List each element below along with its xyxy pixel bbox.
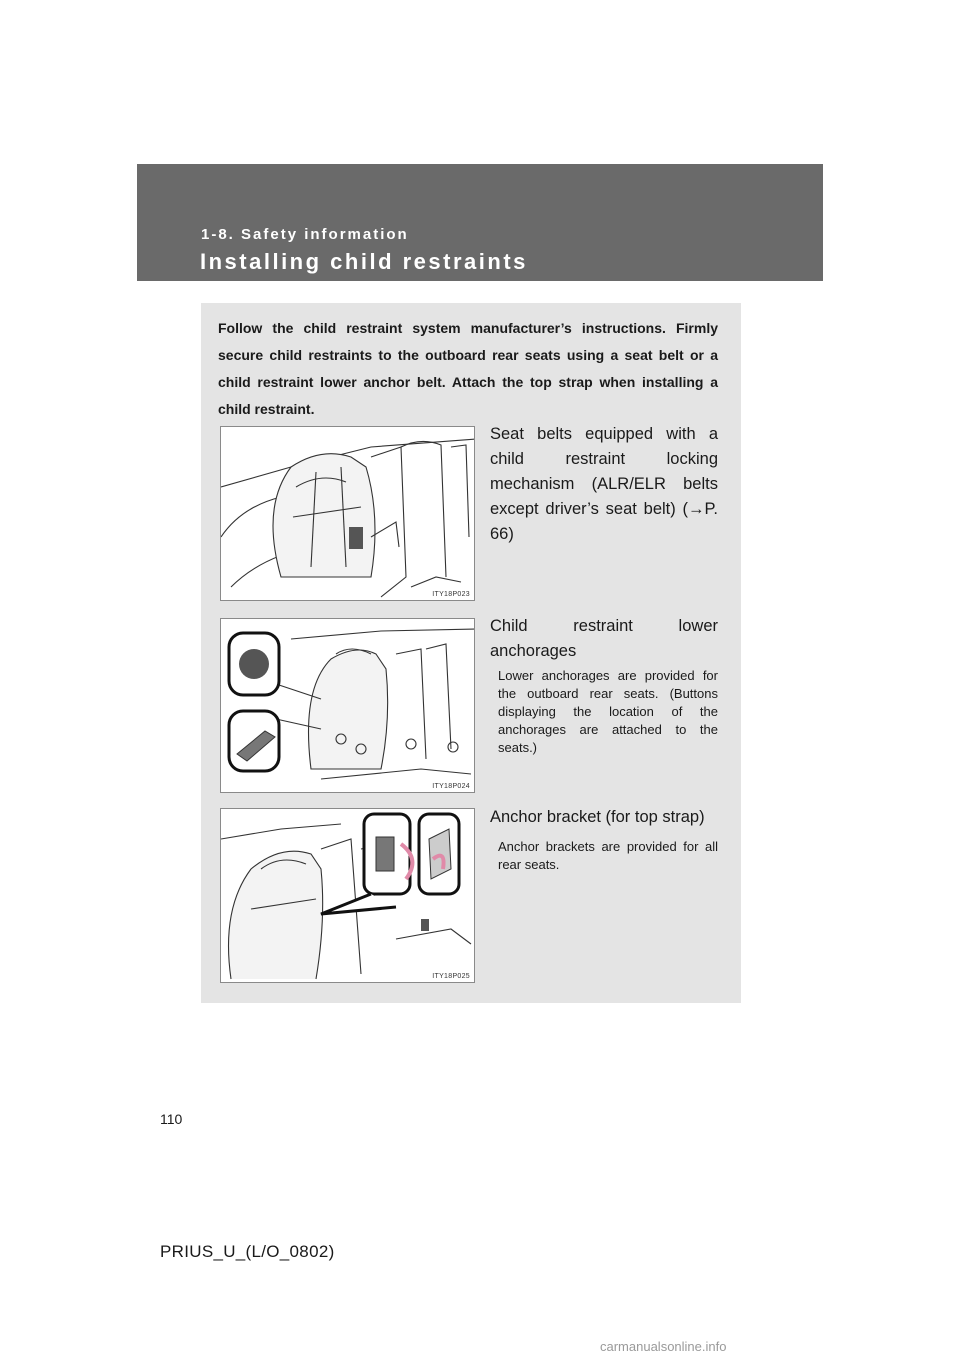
figure-lower-anchorages — [220, 618, 475, 793]
document-code: PRIUS_U_(L/O_0802) — [160, 1242, 335, 1261]
intro-text: Follow the child restraint system manufacturer’s instructions. Firmly secure child restraints to the outboard rear seats using a seat belt or a child restraint lower anchor belt. Attach the top strap when installing a child restraint. — [218, 320, 718, 417]
page-title: Installing child restraints — [200, 249, 528, 274]
item-title-lower-anchorages: Child restraint lower anchorages — [490, 617, 718, 660]
lower-anchorage-illustration — [221, 619, 475, 793]
item-title-anchor-bracket: Anchor bracket (for top strap) — [490, 808, 705, 826]
figure-seat-belt-child-seat — [220, 426, 475, 601]
child-seat-icon — [239, 649, 269, 679]
watermark: carmanualsonline.info — [600, 1339, 727, 1354]
child-seat-belt-illustration — [221, 427, 475, 601]
page-number: 110 — [160, 1111, 183, 1127]
figure-code: ITY18P025 — [432, 973, 470, 980]
figure-code: ITY18P023 — [432, 591, 470, 598]
item-title-seat-belts: Seat belts equipped with a child restraint locking mechanism (ALR/ELR belts except driver’s seat belt) (→P. 66) — [490, 425, 718, 543]
anchor-bracket-illustration — [221, 809, 475, 983]
section-label: 1-8. Safety information — [201, 226, 409, 243]
item-desc-lower-anchorages: Lower anchorages are provided for the outboard rear seats. (Buttons displaying the location of the anchorages are attached to the seats.) — [498, 668, 718, 755]
figure-code: ITY18P024 — [432, 783, 470, 790]
item-desc-anchor-bracket: Anchor brackets are provided for all rear seats. — [498, 839, 718, 872]
figure-anchor-bracket — [220, 808, 475, 983]
